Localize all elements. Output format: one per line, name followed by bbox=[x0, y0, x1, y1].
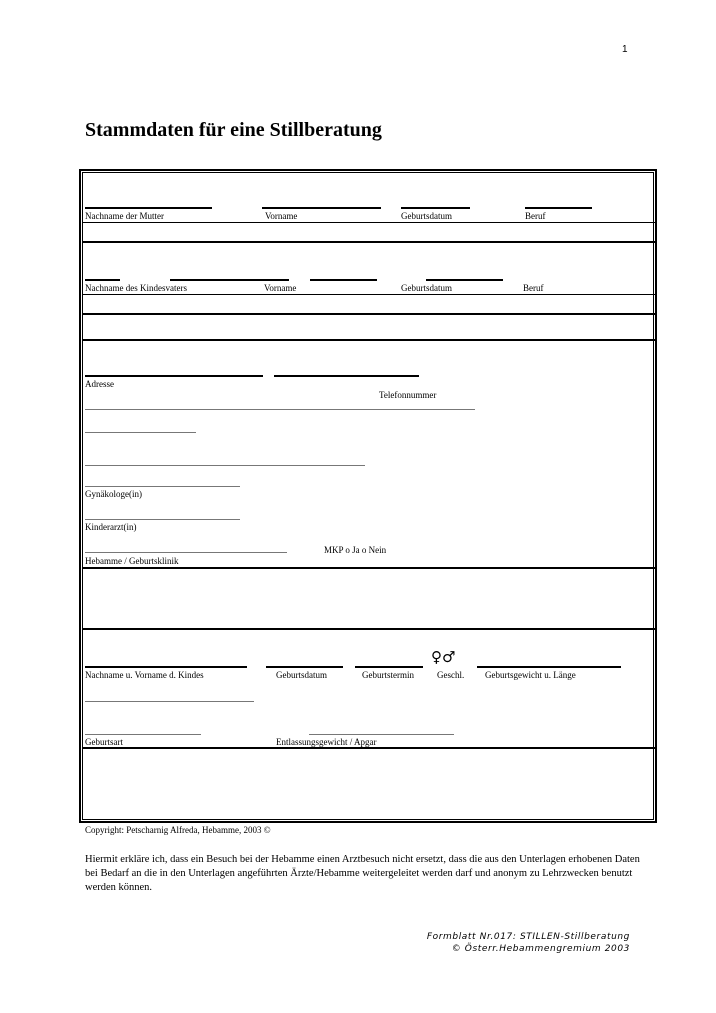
divider bbox=[82, 747, 656, 749]
footer-publisher: © Österr.Hebammengremium 2003 bbox=[451, 944, 630, 954]
father-birthdate-label: Geburtsdatum bbox=[401, 283, 452, 293]
divider bbox=[82, 313, 656, 315]
father-job-label: Beruf bbox=[523, 283, 544, 293]
mother-surname-label: Nachname der Mutter bbox=[85, 211, 164, 221]
child-sex-label: Geschl. bbox=[437, 670, 465, 680]
child-weight-field[interactable] bbox=[477, 666, 621, 668]
phone-label: Telefonnummer bbox=[379, 390, 437, 400]
address-line[interactable] bbox=[85, 465, 365, 466]
page-number: 1 bbox=[622, 44, 628, 55]
father-birthdate-field[interactable] bbox=[310, 279, 377, 281]
mkp-option[interactable]: MKP o Ja o Nein bbox=[324, 545, 387, 555]
divider bbox=[82, 567, 656, 569]
father-firstname-field[interactable] bbox=[170, 279, 289, 281]
birth-type-field[interactable] bbox=[85, 734, 201, 735]
mother-firstname-label: Vorname bbox=[265, 211, 298, 221]
page-title: Stammdaten für eine Stillberatung bbox=[85, 119, 382, 141]
declaration-text: Hiermit erkläre ich, dass ein Besuch bei der Hebamme einen Arztbesuch nicht ersetzt, dass die aus den Unterlagen erhobenen Daten bei Bedarf an die in den Unterlagen angeführten Ärzte/Hebamme weitergeleitet werden darf und anonym zu Lehrzwecken benutzt werden können. bbox=[85, 854, 640, 893]
divider bbox=[82, 628, 656, 630]
address-line[interactable] bbox=[85, 432, 196, 433]
father-firstname-label: Vorname bbox=[264, 283, 297, 293]
child-birthdate-label: Geburtsdatum bbox=[276, 670, 327, 680]
father-surname-field[interactable] bbox=[85, 279, 120, 281]
child-extra-line[interactable] bbox=[85, 701, 254, 702]
discharge-label: Entlassungsgewicht / Apgar bbox=[276, 737, 377, 747]
child-name-field[interactable] bbox=[85, 666, 247, 668]
address-field[interactable] bbox=[85, 375, 263, 377]
child-weight-label: Geburtsgewicht u. Länge bbox=[485, 670, 576, 680]
discharge-field[interactable] bbox=[309, 734, 454, 735]
birth-type-label: Geburtsart bbox=[85, 737, 123, 747]
mother-job-field[interactable] bbox=[525, 207, 592, 209]
mother-surname-field[interactable] bbox=[85, 207, 212, 209]
copyright: Copyright: Petscharnig Alfreda, Hebamme, 2003 © bbox=[85, 825, 271, 835]
divider bbox=[82, 222, 656, 223]
child-name-label: Nachname u. Vorname d. Kindes bbox=[85, 670, 204, 680]
mother-birthdate-label: Geburtsdatum bbox=[401, 211, 452, 221]
sex-symbols-icon[interactable]: ♀♂ bbox=[431, 648, 456, 666]
midwife-label: Hebamme / Geburtsklinik bbox=[85, 556, 179, 566]
mother-birthdate-field[interactable] bbox=[401, 207, 470, 209]
footer-form-id: Formblatt Nr.017: STILLEN-Stillberatung bbox=[426, 932, 630, 942]
gyn-field[interactable] bbox=[85, 486, 240, 487]
divider bbox=[82, 241, 656, 243]
divider bbox=[82, 339, 656, 341]
mother-job-label: Beruf bbox=[525, 211, 546, 221]
father-surname-label: Nachname des Kindesvaters bbox=[85, 283, 187, 293]
child-due-date-field[interactable] bbox=[355, 666, 423, 668]
mother-firstname-field[interactable] bbox=[262, 207, 381, 209]
address-label: Adresse bbox=[85, 379, 114, 389]
address-line[interactable] bbox=[85, 409, 475, 410]
child-birthdate-field[interactable] bbox=[266, 666, 343, 668]
child-due-date-label: Geburtstermin bbox=[362, 670, 414, 680]
pediatrician-label: Kinderarzt(in) bbox=[85, 522, 137, 532]
divider bbox=[82, 294, 656, 295]
form-frame-inner bbox=[82, 172, 654, 820]
phone-field[interactable] bbox=[274, 375, 419, 377]
pediatrician-field[interactable] bbox=[85, 519, 240, 520]
father-job-field[interactable] bbox=[426, 279, 503, 281]
midwife-field[interactable] bbox=[85, 552, 287, 553]
gyn-label: Gynäkologe(in) bbox=[85, 489, 142, 499]
